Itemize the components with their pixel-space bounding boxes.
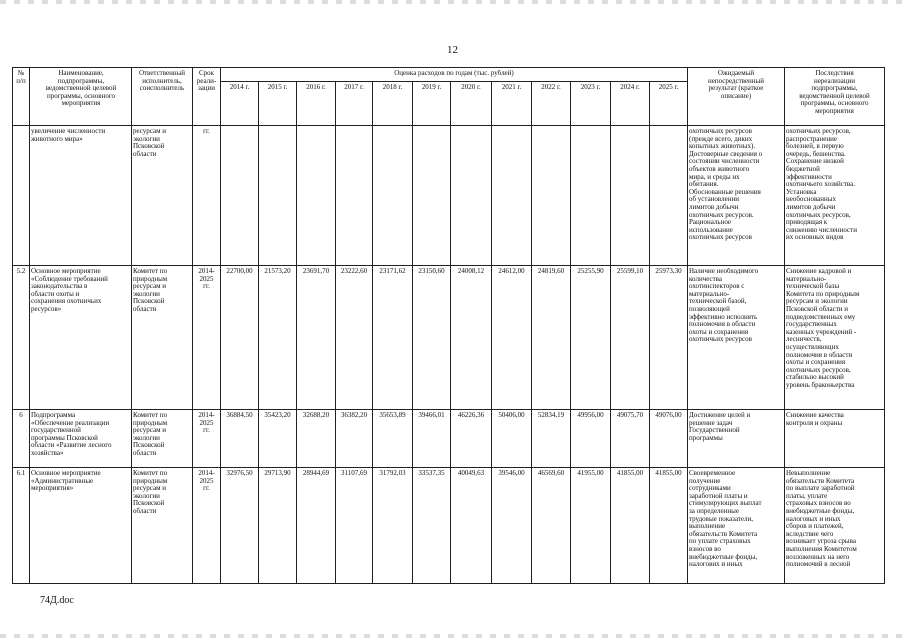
header-term: Срок реали- зации bbox=[196, 70, 217, 93]
header-year: 2014 г. bbox=[229, 84, 250, 91]
row-value: 39466,01 bbox=[418, 412, 445, 419]
row-value: 25973,30 bbox=[655, 268, 682, 275]
row-value: 21573,20 bbox=[264, 268, 291, 275]
header-year: 2023 г. bbox=[580, 84, 601, 91]
row-value: 35423,20 bbox=[264, 412, 291, 419]
row-value: 23222,60 bbox=[340, 268, 368, 275]
row-value: 25599,10 bbox=[616, 268, 644, 275]
header-year: 2018 г. bbox=[382, 84, 403, 91]
row-value: 29713,90 bbox=[264, 470, 291, 477]
row-value: 23691,70 bbox=[302, 268, 330, 275]
scan-artifact-top bbox=[0, 0, 905, 4]
row-value: 25255,90 bbox=[577, 268, 604, 275]
row-value: 39546,00 bbox=[498, 470, 525, 477]
header-year: 2019 г. bbox=[421, 84, 442, 91]
row-value: 23171,62 bbox=[379, 268, 406, 275]
header-name: Наименование, подпрограммы, ведомственной целевой программы, основного мероприятия bbox=[45, 70, 117, 108]
row-value: 36884,50 bbox=[226, 412, 253, 419]
row-value: 50406,00 bbox=[498, 412, 525, 419]
row-value: 28944,69 bbox=[302, 470, 330, 477]
row-consequences: Снижение кадровой и материально- технической базы Комитета по природным ресурсам и экологии Псковской области и подведомственных ему государственных казенных учреждений - лесничеств, осуществляющих полномочия в области охоты и сохранения охотничьих ресурсов, стабильно высокий уровень браконьерства bbox=[786, 268, 860, 389]
row-name: увеличение численности животного мира» bbox=[31, 128, 106, 143]
row-value: 49076,00 bbox=[655, 412, 682, 419]
row-value: 24819,60 bbox=[537, 268, 565, 275]
header-consequences: Последствия нереализации подпрограммы, ведомственной целевой программы, основного мероприятия bbox=[799, 70, 870, 115]
row-value: 24008,12 bbox=[457, 268, 485, 275]
header-year: 2020 г. bbox=[461, 84, 481, 91]
page-number: 12 bbox=[447, 44, 458, 56]
row-term: гг. bbox=[203, 128, 210, 135]
row-value: 46569,60 bbox=[537, 470, 565, 477]
scan-artifact-bottom bbox=[0, 634, 905, 638]
row-name: Основное мероприятие «Административные мероприятия» bbox=[31, 470, 101, 493]
row-name: Подпрограмма «Обеспечение реализации государственной программы Псковской области «Развитие лесного хозяйства» bbox=[31, 412, 112, 457]
header-year: 2016 г. bbox=[306, 84, 326, 91]
row-consequences: охотничьих ресурсов, распространение болезней, в первую очередь, бешенства. Сохранение низкой бюджетной эффективности охотничьего хозяйства. Установка необоснованных лимитов добычи охотничьих ресурсов, приводящая к снижению численности их основных видов bbox=[786, 128, 857, 242]
header-year: 2025 г. bbox=[658, 84, 679, 91]
row-value: 36382,20 bbox=[340, 412, 368, 419]
row-term: 2014- 2025 гг. bbox=[198, 412, 215, 435]
row-value: 49075,70 bbox=[616, 412, 644, 419]
row-term: 2014- 2025 гг. bbox=[198, 268, 215, 291]
row-value: 32688,20 bbox=[302, 412, 330, 419]
row-value: 22700,00 bbox=[226, 268, 253, 275]
row-consequences: Невыполнение обязательств Комитета по выплате заработной платы, уплате страховых взносов во внебюджетные фонды, налоговых и иных сборов и платежей, вследствие чего возникает угроза срыва выполнения Комитетом возложенных на него полномочий в лесной bbox=[786, 470, 857, 569]
row-value: 23150,60 bbox=[418, 268, 445, 275]
row-value: 46226,36 bbox=[457, 412, 485, 419]
row-value: 49956,00 bbox=[577, 412, 604, 419]
expenses-table bbox=[12, 67, 885, 584]
row-executor: Комитет по природным ресурсам и экологии Псковской области bbox=[133, 470, 168, 515]
row-value: 33537,35 bbox=[418, 470, 445, 477]
document-filename: 74Д.doc bbox=[40, 595, 74, 606]
row-result: Достижение целей и решение задач Государственной программы bbox=[689, 412, 751, 442]
row-executor: Комитет по природным ресурсам и экологии Псковской области bbox=[133, 268, 168, 313]
row-value: 24612,00 bbox=[498, 268, 525, 275]
header-no: № п/п bbox=[16, 70, 26, 85]
row-result: Наличие необходимого количества охотинспекторов с материально- технической базой, позволяющей эффективно исполнять полномочия в области охоты и сохранения охотничьих ресурсов bbox=[689, 268, 759, 344]
row-number: 6 bbox=[19, 412, 23, 419]
row-result: охотничьих ресурсов (прежде всего, диких копытных животных). Достоверные сведения о состоянии численности объектов животного мира, и среды их обитания. Обоснованные решения об установлении лимитов добычи охотничьих ресурсов. Рациональное использование охотничьих ресурсов bbox=[689, 128, 763, 242]
header-executor: Ответственный исполнитель, соисполнитель bbox=[138, 70, 186, 93]
row-executor: Комитет по природным ресурсам и экологии Псковской области bbox=[133, 412, 168, 457]
row-name: Основное мероприятие «Соблюдение требований законодательства в области охоты и сохранения охотничьих ресурсов» bbox=[31, 268, 108, 313]
row-number: 6.1 bbox=[16, 470, 26, 477]
row-value: 31107,69 bbox=[341, 470, 367, 477]
header-year: 2021 г. bbox=[501, 84, 522, 91]
row-value: 41855,00 bbox=[616, 470, 644, 477]
row-value: 40049,63 bbox=[457, 470, 485, 477]
row-term: 2014- 2025 гг. bbox=[198, 470, 215, 493]
row-value: 52834,19 bbox=[537, 412, 565, 419]
header-year: 2024 г. bbox=[620, 84, 640, 91]
row-value: 41955,00 bbox=[577, 470, 604, 477]
row-result: Своевременное получение сотрудниками заработной платы и стимулирующих выплат за определенные трудовые показатели, выполнение обязательств Комитета по уплате страховых взносов во внебюджетные фонды, налогових и иных bbox=[689, 470, 762, 569]
row-value: 41855,00 bbox=[655, 470, 682, 477]
header-year: 2022 г. bbox=[541, 84, 561, 91]
row-value: 32976,50 bbox=[226, 470, 253, 477]
header-year: 2017 г. bbox=[344, 84, 364, 91]
row-value: 35653,89 bbox=[379, 412, 406, 419]
header-year: 2015 г. bbox=[267, 84, 288, 91]
row-value: 31792,03 bbox=[379, 470, 406, 477]
header-costs: Оценка расходов по годам (тыс. рублей) bbox=[394, 70, 514, 77]
header-result: Ожидаемый непосредственный результат (краткое описание) bbox=[708, 70, 764, 100]
row-executor: ресурсам и экологии Псковской области bbox=[133, 128, 167, 158]
row-number: 5.2 bbox=[16, 268, 26, 275]
row-consequences: Снижение качества контроля и охраны bbox=[786, 412, 844, 427]
